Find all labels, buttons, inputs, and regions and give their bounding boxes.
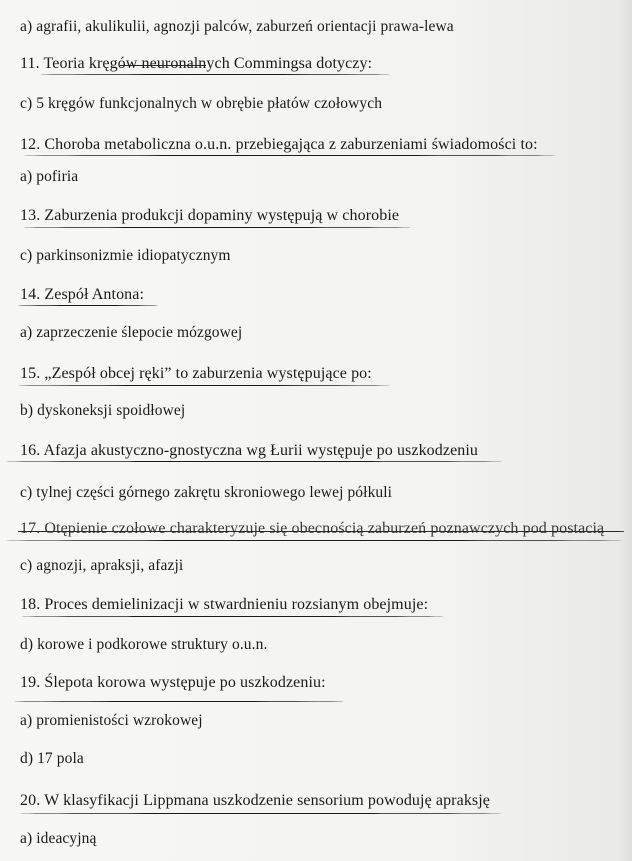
handwritten-underline-20 xyxy=(18,813,503,814)
handwritten-underline-18 xyxy=(20,616,445,617)
answer-19a: a) promienistości wzrokowej xyxy=(20,712,203,729)
question-12: 12. Choroba metaboliczna o.u.n. przebiegająca z zaburzeniami świadomości to: xyxy=(20,136,538,153)
answer-18: d) korowe i podkorowe struktury o.u.n. xyxy=(20,636,268,653)
answer-10: a) agrafii, akulikulii, agnozji palców, zaburzeń orientacji prawa-lewa xyxy=(20,18,454,35)
strikethrough-17 xyxy=(18,531,624,532)
answer-15: b) dyskoneksji spoidłowej xyxy=(20,402,186,419)
handwritten-underline-17 xyxy=(4,540,624,541)
handwritten-underline-16 xyxy=(4,461,504,462)
question-11: 11. Teoria kręgów neuronalnych Commingsa dotyczy: xyxy=(20,55,373,72)
question-16: 16. Afazja akustyczno-gnostyczna wg Łurii występuje po uszkodzeniu xyxy=(20,442,479,459)
handwritten-underline-11 xyxy=(40,74,390,75)
question-19: 19. Ślepota korowa występuje po uszkodzeniu: xyxy=(20,674,326,691)
answer-12: a) pofiria xyxy=(20,168,79,185)
question-20: 20. W klasyfikacji Lippmana uszkodzenie sensorium powoduję apraksję xyxy=(20,792,490,809)
answer-14: a) zaprzeczenie ślepocie mózgowej xyxy=(20,324,243,341)
question-18: 18. Proces demielinizacji w stwardnieniu rozsianym obejmuje: xyxy=(20,596,429,613)
answer-16: c) tylnej części górnego zakrętu skroniowego lewej półkuli xyxy=(20,484,393,501)
scan-shadow-edge xyxy=(618,0,632,861)
answer-11: c) 5 kręgów funkcjonalnych w obrębie płatów czołowych xyxy=(20,95,383,112)
question-15: 15. „Zespół obcej ręki” to zaburzenia występujące po: xyxy=(20,365,372,382)
question-17: 17. Otępienie czołowe charakteryzuje się obecnością zaburzeń poznawczych pod postacią xyxy=(20,520,605,537)
handwritten-underline-13 xyxy=(22,227,412,228)
handwritten-underline-19 xyxy=(14,701,344,702)
question-14: 14. Zespół Antona: xyxy=(20,286,145,303)
answer-17: c) agnozji, apraksji, afazji xyxy=(20,557,184,574)
handwritten-underline-14 xyxy=(18,305,158,306)
answer-19d: d) 17 pola xyxy=(20,750,84,767)
handwritten-underline-15 xyxy=(18,385,390,386)
strikethrough-11 xyxy=(120,65,206,66)
question-13: 13. Zaburzenia produkcji dopaminy występują w chorobie xyxy=(20,207,400,224)
answer-13: c) parkinsonizmie idiopatycznym xyxy=(20,247,231,264)
handwritten-underline-12 xyxy=(22,155,557,156)
answer-20: a) ideacyjną xyxy=(20,830,97,847)
